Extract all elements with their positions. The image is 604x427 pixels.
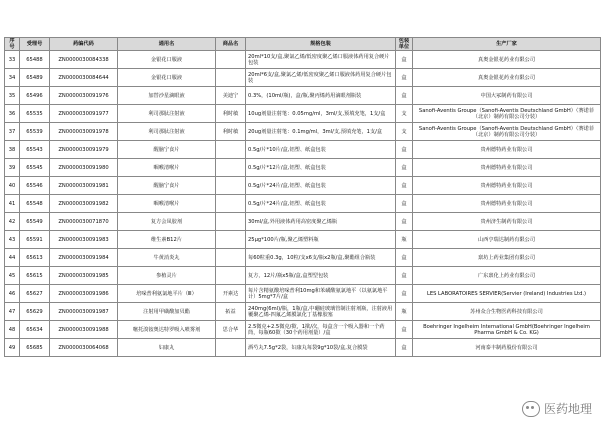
cell-trade: 开素达 [216, 285, 246, 303]
table-row [5, 321, 601, 339]
cell-accept: 65627 [20, 285, 50, 303]
table-row [5, 69, 601, 87]
cell-code: ZN0000030071870 [50, 213, 118, 231]
cell-code: ZN0000030091980 [50, 159, 118, 177]
header-code: 药编代码 [50, 38, 118, 51]
cell-unit: 盒 [396, 69, 413, 87]
table-row [5, 123, 601, 141]
cell-accept: 65496 [20, 87, 50, 105]
header-maker: 生产厂家 [413, 38, 601, 51]
cell-name: 醒脑宁食片 [118, 141, 216, 159]
cell-unit: 瓶 [396, 303, 413, 321]
cell-trade [216, 69, 246, 87]
cell-unit: 盒 [396, 321, 413, 339]
cell-name: 妇康丸 [118, 339, 216, 357]
cell-code: ZN0000030091981 [50, 177, 118, 195]
cell-maker: Boehringer Ingelheim International GmbH(Boehringer Ingelheim Pharma GmbH & Co. KG) [413, 321, 601, 339]
cell-name: 加替沙星滴眼液 [118, 87, 216, 105]
cell-maker: LES LABORATOIRES SERVIER(Servier (Ireland) Industries Ltd.) [413, 285, 601, 303]
cell-code: ZN0000030091977 [50, 105, 118, 123]
cell-spec: 20ml*6支/盒,聚氯乙烯/低密度聚乙烯口服液体药用复合硬片包装 [246, 69, 396, 87]
table-row [5, 285, 601, 303]
cell-code: ZN0000030091978 [50, 123, 118, 141]
cell-trade [216, 231, 246, 249]
cell-no: 49 [5, 339, 20, 357]
table-row [5, 177, 601, 195]
header-unit: 包装单位 [396, 38, 413, 51]
cell-name: 注射用甲磺酸加贝酯 [118, 303, 216, 321]
cell-accept: 65615 [20, 267, 50, 285]
cell-unit: 支 [396, 105, 413, 123]
cell-maker: 贵州德特药业有限公司 [413, 195, 601, 213]
table-row [5, 159, 601, 177]
header-accept: 受理号 [20, 38, 50, 51]
cell-no: 38 [5, 141, 20, 159]
cell-no: 42 [5, 213, 20, 231]
cell-name: 咽喉清喉片 [118, 159, 216, 177]
cell-trade [216, 141, 246, 159]
cell-trade [216, 249, 246, 267]
cell-no: 47 [5, 303, 20, 321]
cell-no: 35 [5, 87, 20, 105]
cell-accept: 65634 [20, 321, 50, 339]
cell-spec: 0.5g/片*24片/盒,铝塑、纸盒包装 [246, 177, 396, 195]
cell-code: ZN0000030091982 [50, 195, 118, 213]
cell-trade [216, 195, 246, 213]
table-row [5, 231, 601, 249]
cell-name: 利司那肽注射液 [118, 105, 216, 123]
cell-code: ZN0000030091984 [50, 249, 118, 267]
table-row [5, 51, 601, 69]
cell-unit: 盒 [396, 249, 413, 267]
cell-code: ZN0000030091979 [50, 141, 118, 159]
cell-unit: 盒 [396, 51, 413, 69]
cell-spec: 每60粒重0.3g，10粒/支x6支/瓶x2瓶/盒,聚酯组合瓶装 [246, 249, 396, 267]
cell-maker: 真奥金银花药业有限公司 [413, 69, 601, 87]
cell-trade [216, 213, 246, 231]
cell-name: 参植灵片 [118, 267, 216, 285]
cell-maker: 禀坊上药业集团有限公司 [413, 249, 601, 267]
cell-spec: 30ml/盒,外用液体药用高密度聚乙烯瓶 [246, 213, 396, 231]
cell-maker: 贵州德特药业有限公司 [413, 159, 601, 177]
table-row [5, 141, 601, 159]
cell-accept: 65545 [20, 159, 50, 177]
cell-spec: 20ug剂量注射笔：0.1mg/ml，3ml/支,预填充笔，1支/盒 [246, 123, 396, 141]
cell-maker: 河南泰丰制药股份有限公司 [413, 339, 601, 357]
cell-maker: 中国大冢制药有限公司 [413, 87, 601, 105]
cell-no: 39 [5, 159, 20, 177]
cell-trade: 思合华 [216, 321, 246, 339]
cell-accept: 65548 [20, 195, 50, 213]
cell-accept: 65535 [20, 105, 50, 123]
cell-maker: 广东禀化上药业有限公司 [413, 267, 601, 285]
cell-code: ZN0000030084644 [50, 69, 118, 87]
cell-name: 牛黄消炎丸 [118, 249, 216, 267]
cell-trade: 美迪宁 [216, 87, 246, 105]
cell-spec: 0.3%，(10ml/瓶)，盒/瓶,聚丙烯药用滴眼剂瓶装 [246, 87, 396, 105]
cell-no: 41 [5, 195, 20, 213]
cell-unit: 盒 [396, 159, 413, 177]
cell-spec: 10ug剂量注射笔：0.05mg/ml，3ml/支,预填充笔，1支/盒 [246, 105, 396, 123]
cell-no: 46 [5, 285, 20, 303]
cell-name: 培哚普利氨氯地平片（Ⅲ） [118, 285, 216, 303]
cell-no: 45 [5, 267, 20, 285]
cell-maker: 贵州德特药业有限公司 [413, 141, 601, 159]
cell-unit: 盒 [396, 195, 413, 213]
cell-trade [216, 267, 246, 285]
drug-list-document [4, 37, 600, 357]
cell-name: 利司那肽注射液 [118, 123, 216, 141]
cell-unit: 盒 [396, 141, 413, 159]
cell-trade: 利时敏 [216, 105, 246, 123]
cell-code: ZN0000030064068 [50, 339, 118, 357]
cell-spec: 每片含精氨酸培哚普利10mg和苯磺酸氨氯地平（以氨氯地平计）5mg*7片/盒 [246, 285, 396, 303]
cell-name: 噻托溴铵奥达特罗吸入喷雾剂 [118, 321, 216, 339]
watermark-text: 医药地理 [543, 402, 592, 416]
cell-spec: 酒芍丸7.5g*2袋，妇康丸每袋9g*10袋/盒,复合膜袋 [246, 339, 396, 357]
cell-spec: 复方，12片/瓶x5瓶/盒,盒塑型包装 [246, 267, 396, 285]
table-row [5, 249, 601, 267]
cell-accept: 65685 [20, 339, 50, 357]
cell-name: 咽喉清喉片 [118, 195, 216, 213]
cell-unit: 盒 [396, 285, 413, 303]
cell-spec: 2.5微克+2.5微克/揿，1揿/次，每盒含一个吸入器和一个药筒，每瓶60揿（30个药用剂量）/盒 [246, 321, 396, 339]
cell-no: 40 [5, 177, 20, 195]
cell-name: 金银花口服液 [118, 51, 216, 69]
table-row [5, 195, 601, 213]
cell-spec: 0.5g/片*24片/盒,铝塑、纸盒包装 [246, 195, 396, 213]
cell-code: ZN0000030091986 [50, 285, 118, 303]
cell-trade: 拓益 [216, 303, 246, 321]
table-header-row [5, 38, 601, 51]
cell-trade: 利时敏 [216, 123, 246, 141]
watermark [522, 400, 592, 417]
cell-unit: 盒 [396, 267, 413, 285]
cell-accept: 65543 [20, 141, 50, 159]
cell-spec: 20ml*10支/盒,聚氯乙烯/低密度聚乙烯口服液体药用复合硬片包装 [246, 51, 396, 69]
cell-accept: 65489 [20, 69, 50, 87]
cell-code: ZN0000030091985 [50, 267, 118, 285]
cell-trade [216, 159, 246, 177]
table-row [5, 303, 601, 321]
drug-table [4, 37, 601, 357]
cell-no: 36 [5, 105, 20, 123]
cell-no: 48 [5, 321, 20, 339]
header-no: 序号 [5, 38, 20, 51]
cell-unit: 盒 [396, 213, 413, 231]
cell-unit: 盒 [396, 177, 413, 195]
cell-name: 维生素B12片 [118, 231, 216, 249]
cell-maker: Sanofi-Aventis Groupe（Sanofi-Aventis Deutschland GmbH）（赛诺菲（北京）制药有限公司分装） [413, 123, 601, 141]
cell-maker: 苏州众合生物医药科技有限公司 [413, 303, 601, 321]
cell-no: 44 [5, 249, 20, 267]
cell-maker: 贵州德特药业有限公司 [413, 177, 601, 195]
cell-accept: 65546 [20, 177, 50, 195]
cell-accept: 65613 [20, 249, 50, 267]
cell-code: ZN0000030091988 [50, 321, 118, 339]
table-row [5, 213, 601, 231]
cell-accept: 65488 [20, 51, 50, 69]
wechat-icon [522, 401, 540, 417]
header-spec: 规格包装 [246, 38, 396, 51]
table-row [5, 339, 601, 357]
cell-no: 33 [5, 51, 20, 69]
header-trade: 商品名 [216, 38, 246, 51]
table-row [5, 105, 601, 123]
cell-maker: Sanofi-Aventis Groupe（Sanofi-Aventis Deutschland GmbH）（赛诺菲（北京）制药有限公司分装） [413, 105, 601, 123]
cell-accept: 65591 [20, 231, 50, 249]
cell-spec: 25μg*100片/瓶,聚乙烯塑料瓶 [246, 231, 396, 249]
table-row [5, 87, 601, 105]
cell-accept: 65549 [20, 213, 50, 231]
cell-accept: 65629 [20, 303, 50, 321]
cell-spec: 0.5g/片*12片/盒,铝塑、纸盒包装 [246, 159, 396, 177]
cell-code: ZN0000030091976 [50, 87, 118, 105]
cell-maker: 贵州济生制药有限公司 [413, 213, 601, 231]
header-name: 通用名 [118, 38, 216, 51]
cell-no: 37 [5, 123, 20, 141]
cell-name: 复方会凤胶剂 [118, 213, 216, 231]
cell-no: 34 [5, 69, 20, 87]
cell-name: 醒脑宁食片 [118, 177, 216, 195]
cell-unit: 支 [396, 123, 413, 141]
cell-unit: 瓶 [396, 231, 413, 249]
cell-name: 金银花口服液 [118, 69, 216, 87]
cell-unit: 盒 [396, 339, 413, 357]
cell-unit: 盒 [396, 87, 413, 105]
cell-spec: 240mg(6ml)/瓶，1瓶/盒,中硼硅玻璃管制注射剂瓶，注射液用覆聚乙烯-四氟乙烯膜氯化丁基橡胶塞 [246, 303, 396, 321]
cell-spec: 0.5g/片*10片/盒,铝塑、纸盒包装 [246, 141, 396, 159]
cell-trade [216, 339, 246, 357]
table-row [5, 267, 601, 285]
cell-trade [216, 51, 246, 69]
cell-no: 43 [5, 231, 20, 249]
cell-maker: 真奥金银花药业有限公司 [413, 51, 601, 69]
cell-trade [216, 177, 246, 195]
cell-code: ZN0000030091983 [50, 231, 118, 249]
cell-code: ZN0000030091987 [50, 303, 118, 321]
cell-accept: 65539 [20, 123, 50, 141]
cell-maker: 山西亨瑞达制药有限公司 [413, 231, 601, 249]
cell-code: ZN0000030084338 [50, 51, 118, 69]
